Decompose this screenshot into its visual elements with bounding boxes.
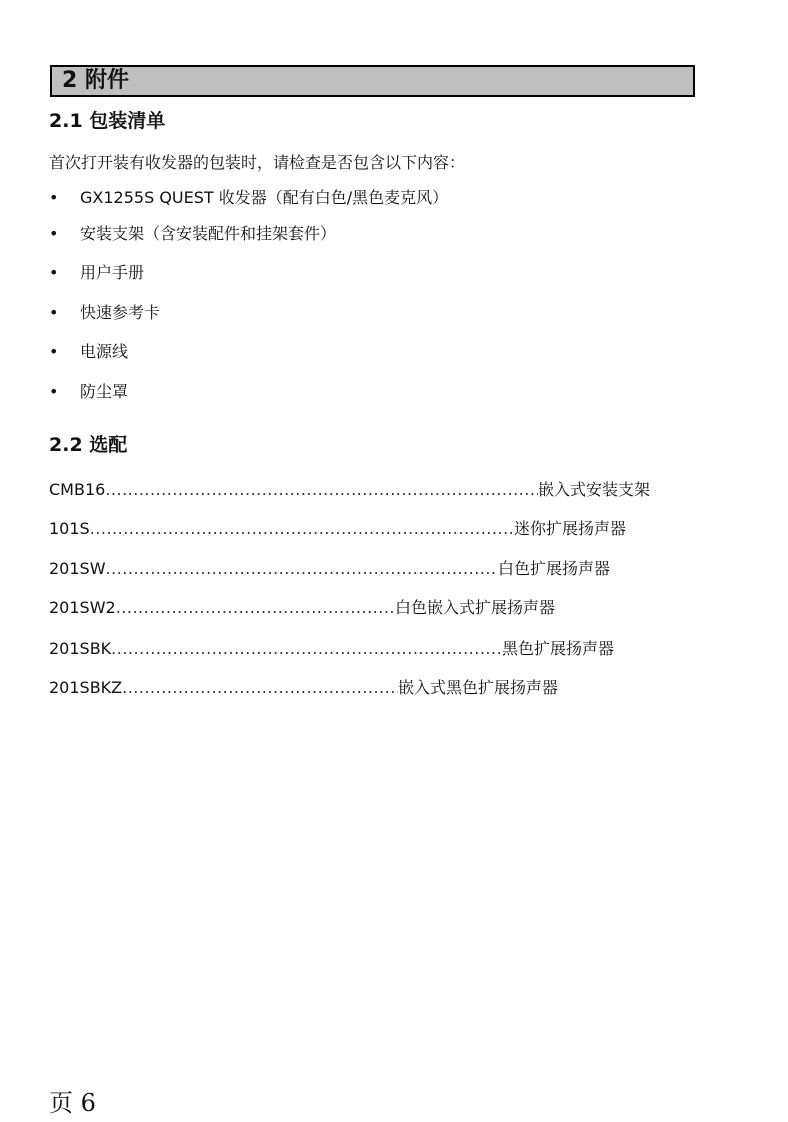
bullet-icon: • [49,263,59,282]
bullet-icon: • [49,382,59,401]
chapter-heading-bar [50,65,695,97]
option-row [49,479,650,501]
list-item: • 快速参考卡 [49,303,161,322]
dot-leader [122,677,398,699]
option-description: 迷你扩展扬声器 [513,519,626,538]
option-description: 白色扩展扬声器 [497,559,610,578]
list-item: • 安装支架（含安装配件和挂架套件） [49,224,337,243]
option-row [49,558,610,580]
list-item: • 电源线 [49,342,129,361]
dot-leader [106,558,498,580]
option-description: 嵌入式安装支架 [537,480,650,499]
section-heading-package-contents: 2.1 包装清单 [49,110,166,132]
chapter-title: 2 附件 [62,68,129,93]
list-item: • GX1255S QUEST 收发器（配有白色/黑色麦克风） [49,188,449,207]
option-description: 黑色扩展扬声器 [501,639,614,658]
list-item: • 防尘罩 [49,382,129,401]
dot-leader [90,518,514,540]
option-code: 201SW [49,559,106,578]
option-row [49,518,626,540]
option-row [49,638,614,660]
bullet-icon: • [49,342,59,361]
option-description: 白色嵌入式扩展扬声器 [394,598,555,617]
option-description: 嵌入式黑色扩展扬声器 [397,678,558,697]
option-code: 201SW2 [49,598,116,617]
bullet-icon: • [49,224,59,243]
bullet-icon: • [49,303,59,322]
option-code: 201SBKZ [49,678,123,697]
page-number: 页 6 [49,1089,96,1117]
option-code: 201SBK [49,639,112,658]
dot-leader [116,597,395,619]
dot-leader [105,479,538,501]
dot-leader [111,638,502,660]
option-row [49,677,558,699]
bullet-icon: • [49,188,59,207]
section-heading-options: 2.2 选配 [49,434,128,456]
option-row [49,597,555,619]
list-item: • 用户手册 [49,263,145,282]
option-code: CMB16 [49,480,106,499]
option-code: 101S [49,519,90,538]
package-intro-text: 首次打开装有收发器的包装时，请检查是否包含以下内容： [49,153,466,172]
